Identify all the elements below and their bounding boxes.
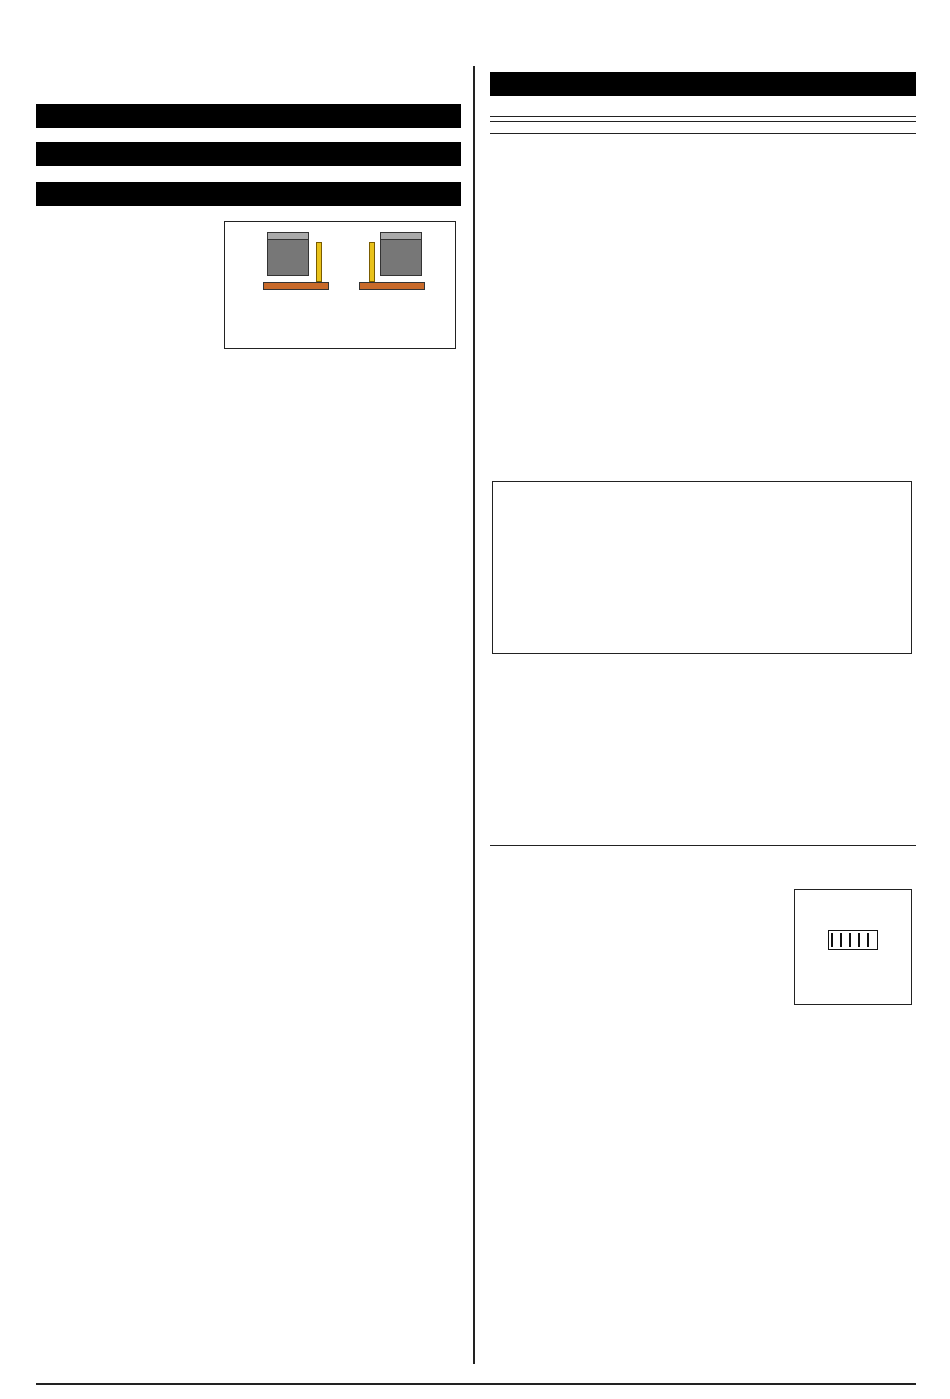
jumper-cap-clear	[380, 236, 422, 276]
column-divider	[473, 66, 475, 1364]
left-column	[36, 66, 461, 390]
right-column	[490, 72, 916, 139]
audio-connector	[828, 930, 878, 950]
section-header-install	[36, 142, 461, 166]
jumper-figure	[224, 221, 456, 349]
section-header-hardware	[36, 104, 461, 128]
section-header-clear-cmos	[36, 182, 461, 206]
front-panel-diagram	[492, 481, 912, 654]
jumper-cap-normal	[267, 236, 309, 276]
jumper-pin	[316, 242, 322, 282]
section-header-chassis	[490, 72, 916, 96]
fp-audio-figure	[794, 889, 912, 1005]
bottom-rule	[36, 1383, 916, 1385]
